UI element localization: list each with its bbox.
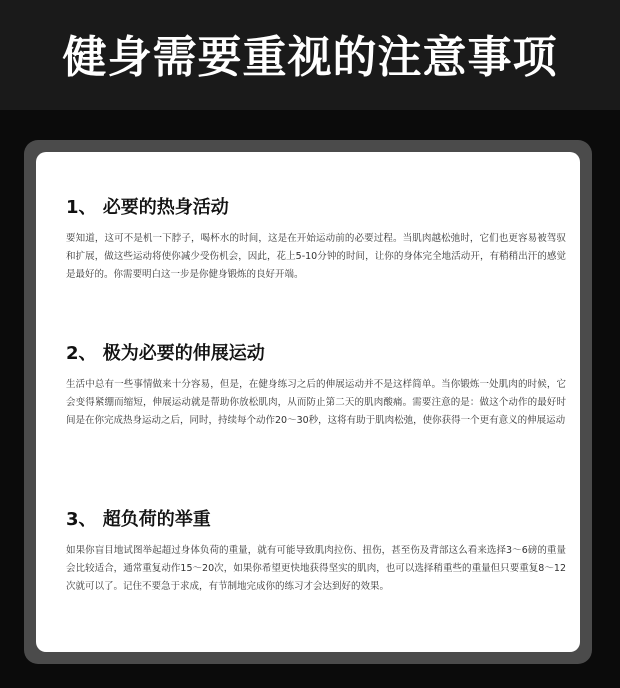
section-body: 生活中总有一些事情做来十分容易，但是，在健身练习之后的伸展运动并不是这样简单。当你锻炼一处肌肉的时候，它会变得紧绷而缩短，伸展运动就是帮助你放松肌肉，从而防止第二天的肌肉酸痛。需要注意的是：做这个动作的最好时间是在你完成热身运动之后，同时，持续每个动作20～30秒，这将有助于肌肉松弛，使你获得一个更有意义的伸展运动: [66, 379, 566, 426]
content-card: [36, 152, 580, 652]
header-banner: [0, 0, 620, 110]
section-warmup: [66, 196, 566, 284]
section-body: 如果你盲目地试图举起超过身体负荷的重量，就有可能导致肌肉拉伤、扭伤，甚至伤及背部这么看来选择3～6磅的重量会比较适合，通常重复动作15～20次，如果你希望更快地获得坚实的肌肉，也可以选择稍重些的重量但只要重复8～12次就可以了。记住不要急于求成，有节制地完成你的练习才会达到好的效果。: [66, 545, 566, 592]
section-heading: 3、 超负荷的举重: [66, 509, 211, 530]
section-weightlifting: [66, 508, 566, 596]
page-title: 健身需要重视的注意事项: [62, 32, 558, 83]
section-stretching: [66, 342, 566, 430]
section-heading: 2、 极为必要的伸展运动: [66, 343, 265, 364]
section-body: 要知道，这可不是机一下脖子，喝杯水的时间，这是在开始运动前的必要过程。当肌肉越松弛时，它们也更容易被驾驭和扩展，做这些运动将使你减少受伤机会，因此，花上5-10分钟的时间，让你的身体完全地活动开，有稍稍出汗的感觉是最好的。你需要明白这一步是你健身锻炼的良好开端。: [66, 233, 566, 280]
section-heading: 1、 必要的热身活动: [66, 197, 229, 218]
